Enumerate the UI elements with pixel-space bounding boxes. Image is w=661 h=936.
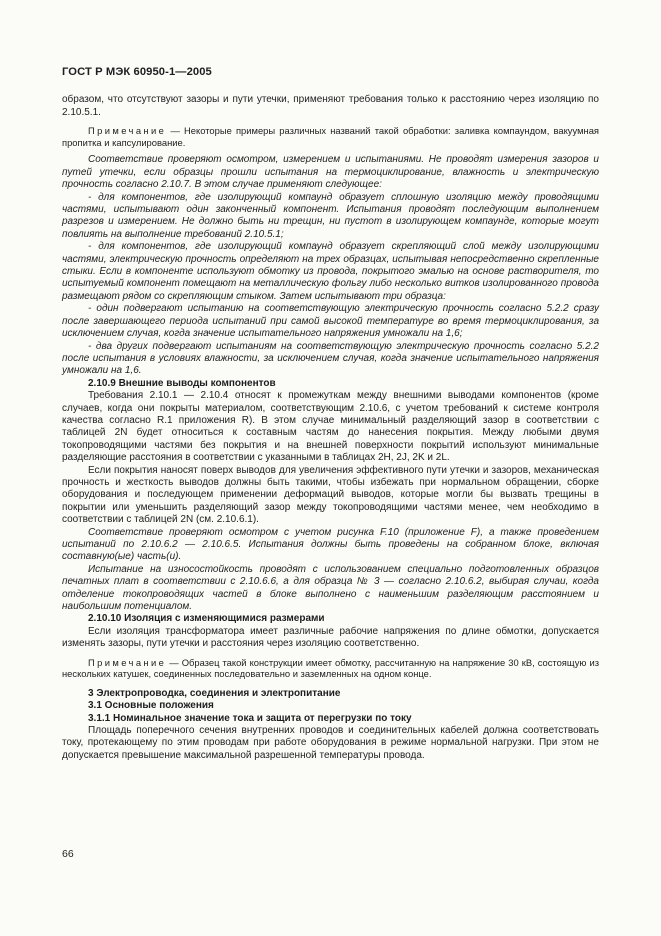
section-heading: 2.10.9 Внешние выводы компонентов	[88, 377, 276, 389]
note-text: — Некоторые примеры различных названий такой обработки: заливка компаундом, вакуумная пропитка и капсулирование.	[62, 125, 599, 148]
section-heading: 2.10.10 Изоляция с изменяющимися размерами	[88, 613, 325, 625]
note	[62, 657, 599, 680]
paragraph: - один подвергают испытанию на соответствующую электрическую прочность согласно 5.2.2 сразу после завершающего периода испытаний при самой высокой температуре во время термоциклирования, за исключением случая, когда значение испытательного напряжения умножали на 1,6;	[62, 303, 599, 340]
paragraph: Требования 2.10.1 — 2.10.4 относят к промежуткам между внешними выводами компонентов (кроме случаев, когда они покрыты материалом, соответствующим 2.10.6, с учетом требований к системе контроля качества согласно R.1 приложения R). В этом случае минимальный разделяющий зазор в соответствии с таблицей 2N будет относиться к составным частям до нанесения покрытия. Между любыми двумя токопроводящими частями без покрытия и на внешней поверхности покрытий используют минимальные разделяющие расстояния в соответствии с указанными в таблицах 2H, 2J, 2K и 2L.	[62, 390, 599, 464]
paragraph: Соответствие проверяют осмотром, измерением и испытаниями. Не проводят измерения зазоров и путей утечки, если образцы прошли испытания на термоциклирование, влажность и электрическую прочность согласно 2.10.7. В этом случае применяют следующее:	[62, 154, 599, 191]
page-number: 66	[62, 848, 74, 860]
paragraph: образом, что отсутствуют зазоры и пути утечки, применяют требования только к расстоянию через изоляцию по 2.10.5.1.	[62, 94, 599, 118]
paragraph: Если изоляция трансформатора имеет различные рабочие напряжения по длине обмотки, допускается изменять зазоры, пути утечки и расстояния через изоляцию соответственно.	[62, 625, 599, 650]
note-label: Примечание	[88, 656, 167, 668]
paragraph: - два других подвергают испытаниям на соответствующую электрическую прочность согласно 5.2.2 после испытания в условиях влажности, за исключением случая, когда значение испытательного напряжения умножали на 1,6.	[62, 340, 599, 377]
chapter-heading: 3 Электропроводка, соединения и электропитание	[88, 687, 341, 699]
paragraph: - для компонентов, где изолирующий компаунд образует скрепляющий слой между изолирующими частями, электрическую прочность определяют на трех образцах, испытывая непосредственно скрепленные стыки. Если в компоненте используют обмотку из провода, покрытого эмалью на основе растворителя, то испытуемый компонент помещают на металлическую фольгу либо несколько витков изолированного провода размещают рядом со скрепляющим стыком. Затем испытывают три образца:	[62, 241, 599, 302]
paragraph: - для компонентов, где изолирующий компаунд образует сплошную изоляцию между проводящими частями, испытывают один законченный компонент. Испытания проводят последующим выполнением разрезов и измерением. Не должно быть ни трещин, ни пустот в изолирующем компаунде, которые могут повлиять на выполнение требований 2.10.5.1;	[62, 191, 599, 240]
note-text: — Образец такой конструкции имеет обмотку, рассчитанную на напряжение 30 кВ, состоящую из нескольких катушек, соединенных последовательно и заземленных на одном конце.	[62, 656, 599, 680]
section-heading: 3.1.1 Номинальное значение тока и защита от перегрузки по току	[88, 712, 412, 724]
note	[62, 125, 599, 148]
paragraph: Испытание на износостойкость проводят с использованием специально подготовленных образцов печатных плат в соответствии с 2.10.6.6, а для образца № 3 — согласно 2.10.6.2, выбирая случаи, когда отделение токопроводящих частей в блоке выполнено с наименьшим разделяющим расстоянием и наибольшим потенциалом.	[62, 563, 599, 613]
paragraph: Если покрытия наносят поверх выводов для увеличения эффективного пути утечки и зазоров, механическая прочность и жесткость выводов должны быть такими, чтобы избежать при нормальном обращении, сборке оборудования и последующем применении деформаций выводов, которые могли бы вызвать трещины в покрытии или уменьшить разделяющий зазор между токопроводящими частями менее, чем необходимо в соответствии с таблицей 2N (см. 2.10.6.1).	[62, 464, 599, 526]
section-heading: 3.1 Основные положения	[88, 700, 214, 712]
note-label: Примечание	[88, 125, 167, 137]
document-header: ГОСТ Р МЭК 60950-1—2005	[62, 66, 212, 78]
paragraph: Соответствие проверяют осмотром с учетом рисунка F.10 (приложение F), а также проведением испытаний по 2.10.6.2 — 2.10.6.5. Испытания должны быть проведены на собранном блоке, включая составную(ые) часть(и).	[62, 526, 599, 563]
document-page	[62, 66, 599, 762]
paragraph: Площадь поперечного сечения внутренних проводов и соединительных кабелей должна соответствовать току, протекающему по этим проводам при работе оборудования в режиме нормальной нагрузки. При этом не допускается превышение максимальной разрешенной температуры провода.	[62, 725, 599, 761]
